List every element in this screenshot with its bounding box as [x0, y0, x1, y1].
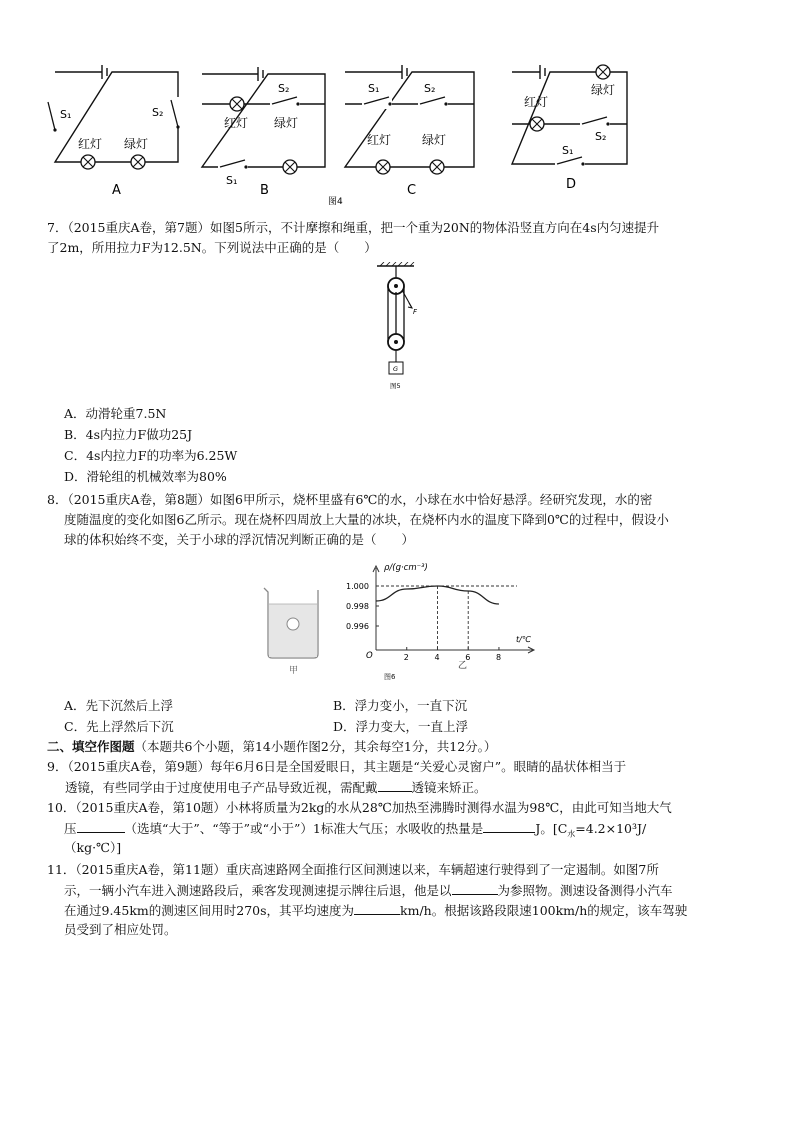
y-axis-label: ρ/(g·cm⁻³) — [384, 563, 428, 573]
q7-option-b: B．4s内拉力F做功25J — [64, 427, 193, 442]
q8-line-2: 度随温度的变化如图6乙所示。现在烧杯四周放上大量的冰块，在烧杯内水的温度下降到0℃的过程中，假设小 — [64, 512, 669, 527]
q9-blank-2[interactable] — [378, 779, 412, 792]
b-s2-label: S₂ — [278, 82, 290, 95]
q11-line-2b: 为参照物。测速设备测得小汽车 — [497, 883, 673, 898]
force-label: F — [413, 308, 418, 316]
q10-blank-2[interactable] — [483, 820, 535, 833]
q10-line-2a: 压 — [64, 821, 77, 836]
figure-5-pulley — [372, 262, 422, 397]
a-red-label: 红灯 — [78, 137, 103, 151]
d-s1-label: S₁ — [562, 144, 574, 157]
section-2-note: （本题共6个小题，第14小题作图2分，其余每空1分，共12分。） — [134, 739, 497, 754]
q8-option-b: B．浮力变小，一直下沉 — [333, 698, 468, 713]
d-green-label: 绿灯 — [591, 83, 616, 97]
x-tick-label-6: 6 — [465, 653, 471, 662]
q11-blank-1[interactable] — [452, 882, 498, 895]
figure-6-beaker — [258, 582, 328, 678]
q11-blank-2[interactable] — [354, 902, 400, 915]
q11-line-3a: 在通过9.45km的测速区间用时270s，其平均速度为 — [64, 903, 355, 918]
a-s2-label: S₂ — [152, 106, 164, 119]
x-tick-label-2: 2 — [403, 653, 409, 662]
x-axis-label: t/℃ — [516, 635, 531, 644]
c-s2-label: S₂ — [424, 82, 436, 95]
letter-b: B — [260, 183, 269, 198]
y-tick-label-1.000: 1.000 — [346, 582, 369, 591]
d-red-label: 红灯 — [524, 95, 549, 109]
q7-line-2: 了2m，所用拉力F为12.5N。下列说法中正确的是（ ） — [47, 240, 377, 255]
chart-label: 乙 — [458, 661, 468, 671]
q10-blank-1[interactable] — [77, 820, 125, 833]
q10-line-2d: =4.2×10³J/ — [575, 821, 647, 836]
q9-line-1: 9．（2015重庆A卷，第9题）每年6月6日是全国爱眼日，其主题是“关爱心灵窗户”。眼睛的晶状体相当于 — [47, 759, 627, 774]
y-tick-label-0.996: 0.996 — [346, 622, 369, 631]
q7-option-c: C．4s内拉力F的功率为6.25W — [64, 448, 238, 463]
q8-line-1: 8．（2015重庆A卷，第8题）如图6甲所示，烧杯里盛有6℃的水，小球在水中恰好悬浮。经研究发现，水的密 — [47, 492, 653, 507]
c-red-label: 红灯 — [367, 133, 392, 147]
letter-d: D — [566, 177, 577, 192]
figure-5-caption: 图5 — [390, 382, 401, 390]
y-tick-label-0.998: 0.998 — [346, 602, 369, 611]
q10-line-2c: J。[C — [535, 821, 568, 836]
weight-label: G — [393, 365, 399, 373]
q10-subscript: 水 — [567, 829, 576, 839]
b-green-label: 绿灯 — [274, 116, 299, 130]
a-s1-label: S₁ — [60, 108, 72, 121]
q10-line-3: （kg·℃）] — [64, 840, 122, 855]
q8-line-3: 球的体积始终不变，关于小球的浮沉情况判断正确的是（ ） — [64, 532, 415, 547]
origin-label: O — [366, 651, 373, 661]
section-2-title: 二、填空作图题 — [47, 739, 135, 754]
beaker-label: 甲 — [289, 666, 299, 676]
x-tick-label-8: 8 — [495, 653, 502, 662]
c-green-label: 绿灯 — [422, 133, 447, 147]
q9-line-2a: 透镜，有些同学由于过度使用电子产品导致近视，需配戴 — [65, 780, 378, 795]
figure-4-caption: 图4 — [328, 197, 343, 207]
q8-option-d: D．浮力变大，一直上浮 — [333, 719, 469, 734]
q11-line-2a: 示，一辆小汽车进入测速路段后，乘客发现测速提示牌往后退，他是以 — [64, 883, 452, 898]
q7-option-a: A．动滑轮重7.5N — [64, 406, 167, 421]
figure-6-density-chart — [346, 562, 542, 684]
a-green-label: 绿灯 — [124, 137, 149, 151]
q10-line-1: 10．（2015重庆A卷，第10题）小林将质量为2kg的水从28℃加热至沸腾时测得水温为98℃，由此可知当地大气 — [47, 800, 672, 815]
q11-line-1: 11．（2015重庆A卷，第11题）重庆高速路网全面推行区间测速以来，车辆超速行驶得到了一定遏制。如图7所 — [47, 862, 659, 877]
letter-a: A — [112, 183, 121, 198]
q11-line-3b: km/h。根据该路段限速100km/h的规定，该车驾驶 — [400, 903, 688, 918]
d-s2-label: S₂ — [595, 130, 607, 143]
q7-option-d: D．滑轮组的机械效率为80% — [64, 469, 227, 484]
q7-line-1: 7．（2015重庆A卷，第7题）如图5所示，不计摩擦和绳重，把一个重为20N的物体沿竖直方向在4s内匀速提升 — [47, 220, 660, 235]
q8-option-c: C．先上浮然后下沉 — [64, 719, 174, 734]
figure-6-caption: 图6 — [384, 673, 396, 681]
c-s1-label: S₁ — [368, 82, 380, 95]
q9-line-2b: 透镜来矫正。 — [411, 780, 487, 795]
q11-line-4: 员受到了相应处罚。 — [64, 922, 177, 937]
b-red-label: 红灯 — [224, 116, 249, 130]
b-s1-label: S₁ — [226, 174, 238, 187]
x-tick-label-4: 4 — [434, 653, 440, 662]
letter-c: C — [407, 183, 417, 198]
q8-option-a: A．先下沉然后上浮 — [64, 698, 174, 713]
q10-line-2b: （选填“大于”、“等于”或“小于”）1标准大气压；水吸收的热量是 — [124, 821, 484, 836]
figure-4-circuits — [40, 52, 640, 212]
